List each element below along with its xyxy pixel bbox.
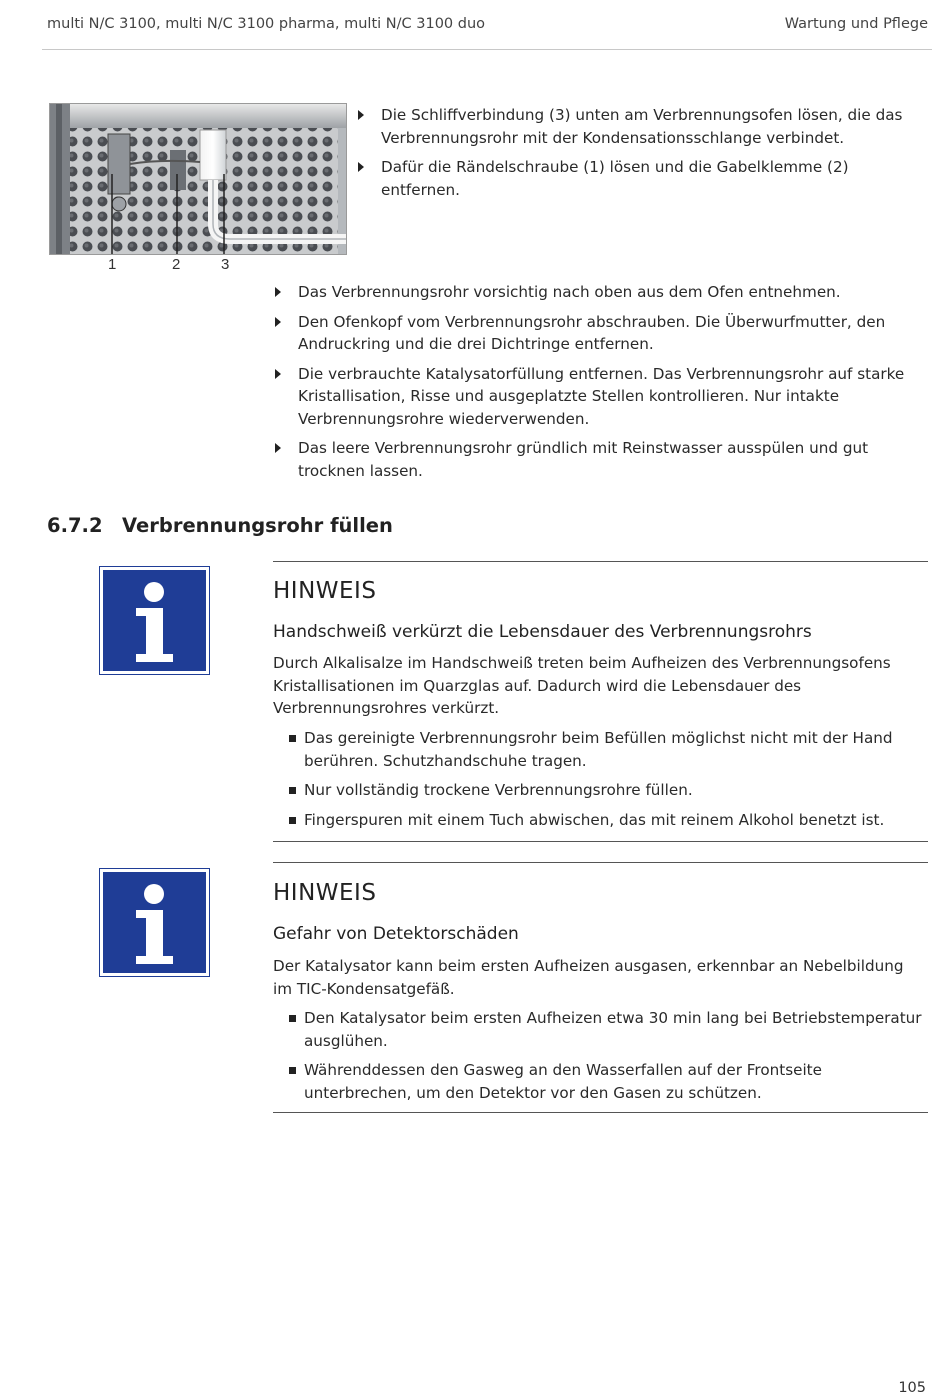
step-item: Das leere Verbrennungsrohr gründlich mit Reinstwasser ausspülen und gut trocknen lassen.	[273, 437, 928, 482]
information-icon	[100, 869, 209, 976]
list-item: Das gereinigte Verbrennungsrohr beim Befüllen möglichst nicht mit der Hand berühren. Schutzhandschuhe tragen.	[273, 727, 923, 772]
notice-bottom-rule	[273, 841, 928, 842]
notice-list	[273, 727, 923, 838]
step-item: Den Ofenkopf vom Verbrennungsrohr abschrauben. Die Überwurfmutter, den Andruckring und die drei Dichtringe entfernen.	[273, 311, 928, 356]
section-title: Verbrennungsrohr füllen	[122, 514, 393, 537]
notice-list	[273, 1007, 923, 1111]
notice-body: Der Katalysator kann beim ersten Aufheizen ausgasen, erkennbar an Nebelbildung im TIC-Kondensatgefäß.	[273, 957, 904, 998]
notice-heading: HINWEIS	[273, 880, 377, 906]
notice-heading: HINWEIS	[273, 578, 377, 604]
header-divider	[42, 49, 932, 50]
steps-top-list	[356, 104, 928, 208]
steps-main-list	[273, 281, 928, 489]
list-item: Fingerspuren mit einem Tuch abwischen, das mit reinem Alkohol benetzt ist.	[273, 809, 923, 832]
figure-label-3: 3	[221, 256, 230, 273]
notice-subtitle: Handschweiß verkürzt die Lebensdauer des Verbrennungsrohrs	[273, 622, 812, 642]
list-item: Den Katalysator beim ersten Aufheizen etwa 30 min lang bei Betriebstemperatur ausglühen.	[273, 1007, 923, 1052]
information-icon-glyph	[103, 570, 206, 671]
step-item: Die Schliffverbindung (3) unten am Verbrennungsofen lösen, die das Verbrennungsrohr mit der Kondensationsschlange verbindet.	[356, 104, 928, 149]
step-item: Dafür die Rändelschraube (1) lösen und die Gabelklemme (2) entfernen.	[356, 156, 928, 201]
section-number: 6.7.2	[47, 514, 103, 537]
furnace-photo-illustration	[50, 104, 346, 254]
list-item: Währenddessen den Gasweg an den Wasserfallen auf der Frontseite unterbrechen, um den Detektor vor den Gasen zu schützen.	[273, 1059, 923, 1104]
figure-label-2: 2	[172, 256, 181, 273]
furnace-photo	[49, 103, 347, 255]
header-chapter-title: Wartung und Pflege	[784, 16, 928, 32]
notice-top-rule	[273, 862, 928, 863]
information-icon	[100, 567, 209, 674]
figure-label-1: 1	[108, 256, 117, 273]
step-item: Das Verbrennungsrohr vorsichtig nach oben aus dem Ofen entnehmen.	[273, 281, 928, 304]
notice-body: Durch Alkalisalze im Handschweiß treten beim Aufheizen des Verbrennungsofens Kristallisationen im Quarzglas auf. Dadurch wird die Lebensdauer des Verbrennungsrohres verkürzt.	[273, 654, 891, 717]
notice-top-rule	[273, 561, 928, 562]
notice-subtitle: Gefahr von Detektorschäden	[273, 924, 519, 944]
header-document-title: multi N/C 3100, multi N/C 3100 pharma, multi N/C 3100 duo	[47, 16, 486, 32]
list-item: Nur vollständig trockene Verbrennungsrohre füllen.	[273, 779, 923, 802]
step-item: Die verbrauchte Katalysatorfüllung entfernen. Das Verbrennungsrohr auf starke Kristallisation, Risse und ausgeplatzte Stellen kontrollieren. Nur intakte Verbrennungsrohre wiederverwenden.	[273, 363, 928, 431]
notice-bottom-rule	[273, 1112, 928, 1113]
page-number: 105	[898, 1380, 926, 1396]
information-icon-glyph	[103, 872, 206, 973]
